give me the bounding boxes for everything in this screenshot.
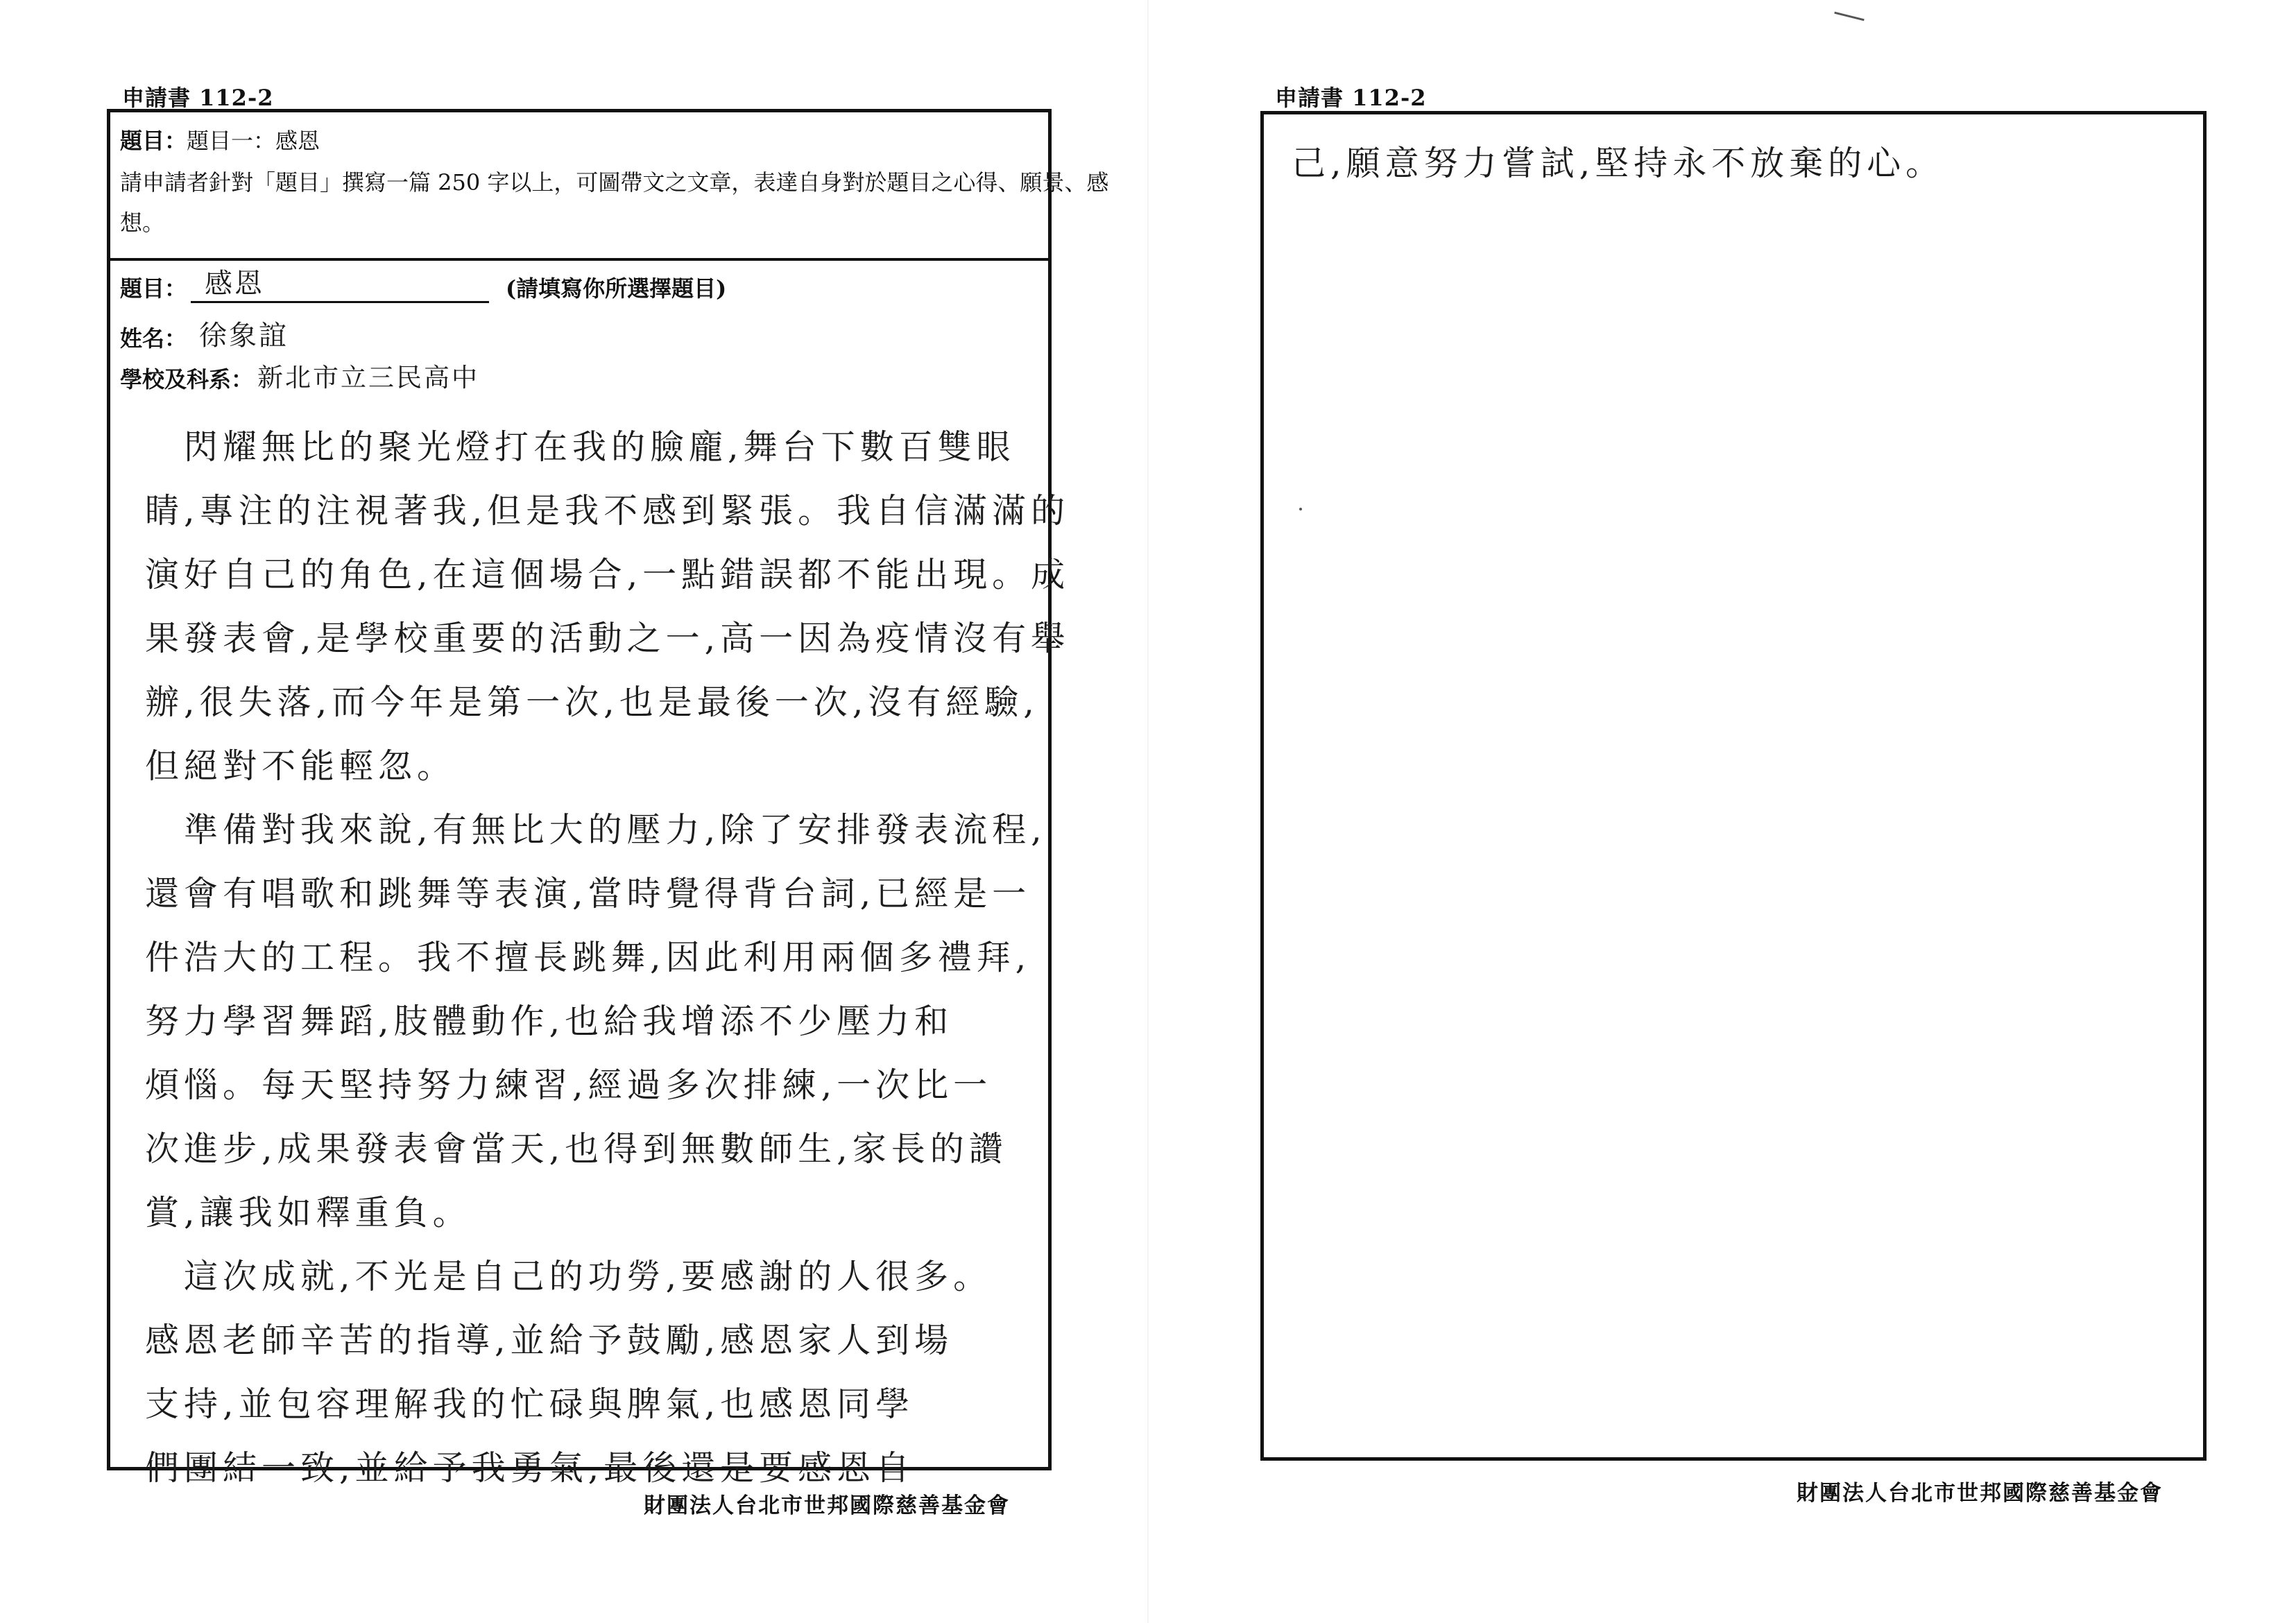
scan-mark (1834, 12, 1864, 22)
name-label: 姓名： (120, 325, 187, 352)
essay-line: 準備對我來說,有無比大的壓力,除了安排發表流程, (145, 810, 1047, 850)
essay-line: 次進步,成果發表會當天,也得到無數師生,家長的讚 (145, 1129, 1008, 1169)
essay-line: 睛,專注的注視著我,但是我不感到緊張。我自信滿滿的 (145, 491, 1070, 531)
title-field (120, 266, 726, 303)
topic-header (120, 123, 320, 155)
form-code: 申請書 112-2 (122, 85, 274, 111)
essay-line: 感恩老師辛苦的指導,並給予鼓勵,感恩家人到場 (145, 1321, 954, 1360)
essay-line: 還會有唱歌和跳舞等表演,當時覺得背台詞,已經是一 (145, 874, 1031, 913)
instruction-text: 請申請者針對「題目」撰寫一篇 250 字以上，可圖帶文之文章，表達自身對於題目之心得、願景、感想。 (120, 169, 1109, 236)
school-value: 新北市立三民高中 (257, 363, 480, 393)
continuation-frame (1260, 111, 2207, 1461)
form-code: 申請書 112-2 (1275, 85, 1427, 111)
school-label: 學校及科系： (120, 366, 254, 393)
essay-line: 閃耀無比的聚光燈打在我的臉龐,舞台下數百雙眼 (145, 427, 1016, 467)
essay-line: 努力學習舞蹈,肢體動作,也給我增添不少壓力和 (145, 1002, 954, 1041)
section-divider (110, 258, 1048, 261)
application-form-frame (107, 109, 1109, 1488)
right-page (1148, 0, 2296, 1623)
name-value: 徐象誼 (199, 320, 289, 352)
essay-continuation: 己,願意努力嘗試,堅持永不放棄的心。 (1292, 144, 1945, 183)
foundation-name: 財團法人台北市世邦國際慈善基金會 (644, 1493, 1010, 1518)
foundation-name: 財團法人台北市世邦國際慈善基金會 (1797, 1481, 2163, 1506)
topic-header-label: 題目： (120, 128, 187, 154)
essay-line: 辦,很失落,而今年是第一次,也是最後一次,沒有經驗, (145, 682, 1039, 722)
topic-header-value: 題目一：感恩 (187, 128, 320, 154)
title-underline (191, 266, 489, 303)
essay-line: 支持,並包容理解我的忙碌與脾氣,也感恩同學 (145, 1384, 915, 1424)
essay-line: 件浩大的工程。我不擅長跳舞,因此利用兩個多禮拜, (145, 938, 1031, 977)
title-value: 感恩 (205, 268, 265, 300)
title-note: (請填寫你所選擇題目) (506, 275, 727, 302)
essay-line: 這次成就,不光是自己的功勞,要感謝的人很多。 (145, 1257, 993, 1296)
school-field (120, 357, 479, 394)
essay-line: 賞,讓我如釋重負。 (145, 1193, 472, 1233)
essay-line: 演好自己的角色,在這個場合,一點錯誤都不能出現。成 (145, 555, 1070, 594)
essay-line: 煩惱。每天堅持努力練習,經過多次排練,一次比一 (145, 1065, 993, 1105)
essay-line: 但絕對不能輕忽。 (145, 746, 456, 786)
essay-line: 果發表會,是學校重要的活動之一,高一因為疫情沒有舉 (145, 619, 1070, 658)
essay-line: 們團結一致,並給予我勇氣,最後還是要感恩自 (145, 1448, 915, 1488)
name-field (120, 314, 289, 353)
essay-body (145, 415, 1144, 1500)
scan-dot (1299, 508, 1302, 510)
title-label: 題目： (120, 275, 187, 302)
